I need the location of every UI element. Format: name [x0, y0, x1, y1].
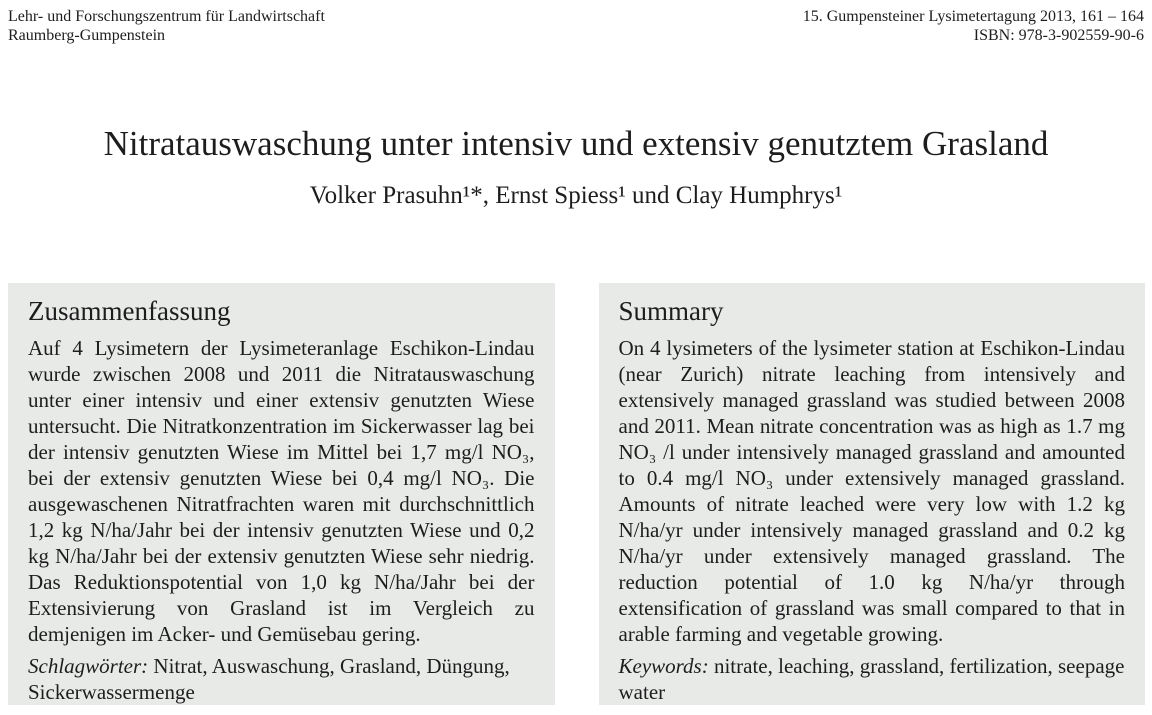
abstract-row: [8, 283, 1145, 705]
abstract-english-box: [599, 283, 1146, 705]
keywords-label-english: Keywords:: [618, 654, 709, 678]
abstract-english-body: On 4 lysimeters of the lysimeter station at Eschikon-Lindau (near Zurich) nitrate leaching from intensively and extensively managed grassland was studied between 2008 and 2011. Mean nitrate concentration was as high as 1.7 mg NO₃ /l under intensively managed grassland and amounted to 0.4 mg/l NO₃ under extensively managed grassland. Amounts of nitrate leached were very low with 1.2 kg N/ha/yr under intensively managed grassland and 0.2 kg N/ha/yr under extensively managed grassland. The reduction potential of 1.0 kg N/ha/yr through extensification of grassland was small compared to that in arable farming and vegetable growing.: [618, 336, 1125, 646]
page-header: [0, 0, 1152, 45]
abstract-english-heading: Summary: [618, 296, 724, 326]
abstract-german-heading: Zusammenfassung: [28, 296, 231, 326]
organization-line-2: Raumberg-Gumpenstein: [8, 27, 166, 44]
article-title: Nitratauswaschung unter intensiv und extensiv genutztem Grasland: [103, 124, 1049, 163]
keywords-list-english: nitrate, leaching, grassland, fertilization, seepage water: [618, 654, 1125, 704]
authors-line: Volker Prasuhn¹*, Ernst Spiess¹ und Clay Humphrys¹: [309, 182, 843, 209]
abstract-german-body: Auf 4 Lysimetern der Lysimeteranlage Eschikon-Lindau wurde zwischen 2008 und 2011 die Nitratauswaschung unter einer intensiv und einer extensiv genutzten Wiese untersucht. Die Nitratkonzentration im Sickerwasser lag bei der intensiv genutzten Wiese im Mittel bei 1,7 mg/l NO₃, bei der extensiv genutzten Wiese bei 0,4 mg/l NO₃. Die ausgewaschenen Nitratfrachten waren mit durchschnittlich 1,2 kg N/ha/Jahr bei der intensiv genutzten Wiese und 0,2 kg N/ha/Jahr bei der extensiv genutzten Wiese sehr niedrig. Das Reduktionspotential von 1,0 kg N/ha/Jahr bei der Extensivierung von Grasland ist im Vergleich zu demjenigen im Acker- und Gemüsebau gering.: [28, 336, 535, 646]
keywords-list-german: Nitrat, Auswaschung, Grasland, Düngung, Sickerwassermenge: [28, 654, 510, 704]
publication-line-1: 15. Gumpensteiner Lysimetertagung 2013, 161 – 164: [802, 8, 1144, 25]
keywords-label-german: Schlagwörter:: [28, 654, 149, 678]
abstract-english-keywords: [619, 653, 1126, 705]
organization-block: [8, 7, 325, 45]
publication-line-2: ISBN: 978-3-902559-90-6: [973, 27, 1144, 44]
abstract-german-keywords: [28, 653, 535, 705]
publication-block: [803, 7, 1144, 45]
abstract-german-box: [8, 283, 555, 705]
organization-line-1: Lehr- und Forschungszentrum für Landwirtschaft: [8, 8, 325, 25]
